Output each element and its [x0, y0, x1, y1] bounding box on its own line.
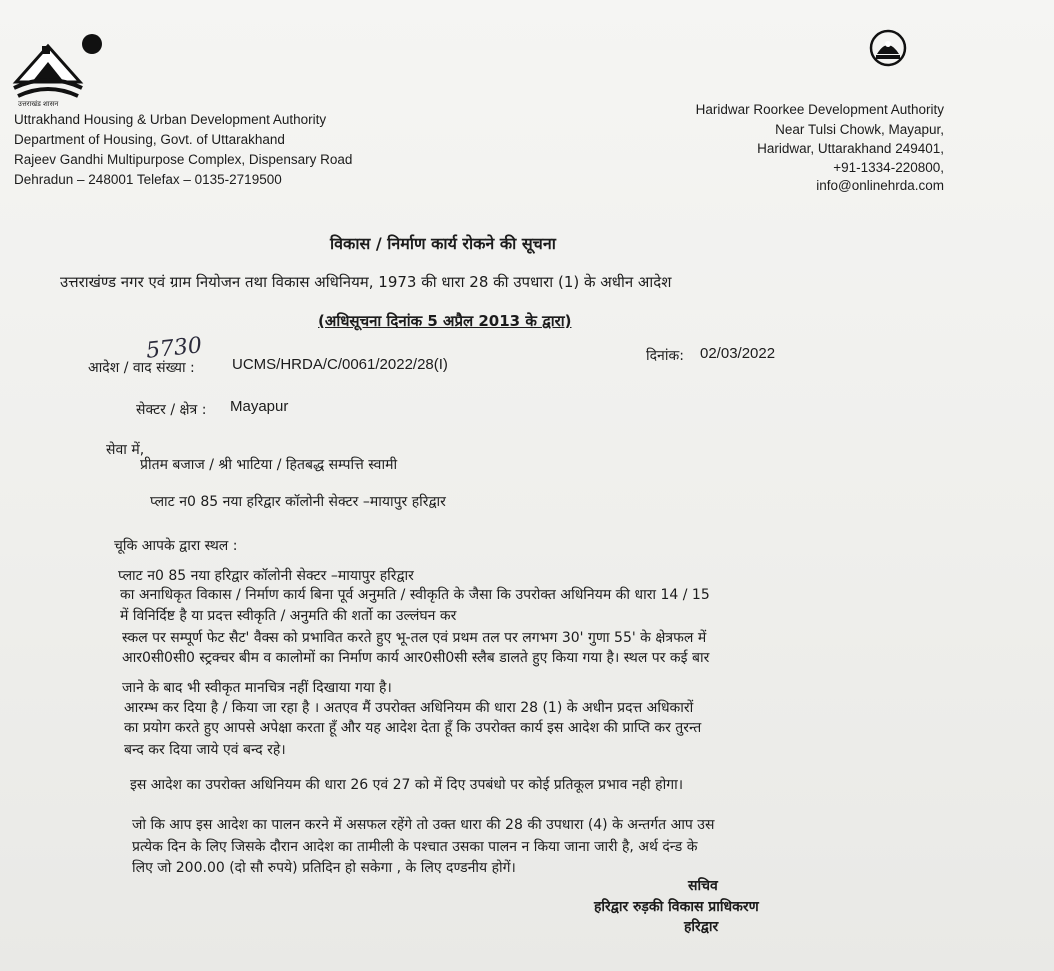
signature-authority: हरिद्वार रुड़की विकास प्राधिकरण: [594, 899, 759, 915]
order-date: 02/03/2022: [700, 345, 776, 362]
body-line-1: का अनाधिकृत विकास / निर्माण कार्य बिना पूर्व अनुमति / स्वीकृति के जैसा कि उपरोक्त अधिनियम की धारा 14 / 15: [120, 587, 710, 603]
recipient-address: प्लाट न0 85 नया हरिद्वार कॉलोनी सेक्टर –मायापुर हरिद्वार: [150, 494, 446, 510]
sector-label: सेक्टर / क्षेत्र :: [136, 402, 207, 418]
right-org-line2: Near Tulsi Chowk, Mayapur,: [775, 122, 944, 137]
site-address: प्लाट न0 85 नया हरिद्वार कॉलोनी सेक्टर –मायापुर हरिद्वार: [118, 568, 414, 584]
handwritten-order-number: 5730: [144, 333, 204, 364]
provision-line: इस आदेश का उपरोक्त अधिनियम की धारा 26 एवं 27 को में दिए उपबंधो पर कोई प्रतिकूल प्रभाव नही होगा।: [130, 777, 684, 793]
body-line-4: आर0सी0सी0 स्ट्रक्चर बीम व कालोमों का निर्माण कार्य आर0सी0सी स्लैब डालते हुए किया गया है। स्थल पर कई बार: [122, 650, 710, 666]
body-line-8: बन्द कर दिया जाये एवं बन्द रहे।: [124, 742, 286, 758]
right-org-email: info@onlinehrda.com: [816, 178, 944, 193]
right-org-line1: Haridwar Roorkee Development Authority: [695, 102, 944, 117]
document-subtitle: उत्तराखंण्ड नगर एवं ग्राम नियोजन तथा विकास अधिनियम, 1973 की धारा 28 की उपधारा (1) के अधीन आदेश: [60, 273, 672, 291]
penalty-line-2: प्रत्येक दिन के लिए जिसके दौरान आदेश का तामीली के पश्चात उसका पालन न किया जाना जारी है, अर्थ दंन्ड के: [132, 839, 698, 855]
left-org-line4: Dehradun – 248001 Telefax – 0135-2719500: [14, 172, 282, 187]
body-line-7: का प्रयोग करते हुए आपसे अपेक्षा करता हूँ और यह आदेश देता हूँ कि उपरोक्त कार्य इस आदेश की प्राप्ति कर तुरन्त: [124, 720, 702, 736]
penalty-line-1: जो कि आप इस आदेश का पालन करने में असफल रहेंगे तो उक्त धारा की 28 की उपधारा (4) के अन्तर्गत आप उस: [132, 817, 715, 833]
recipient-name: प्रीतम बजाज / श्री भाटिया / हितबद्ध सम्पत्ति स्वामी: [140, 457, 398, 473]
hrda-logo-icon: [868, 28, 908, 68]
date-label: दिनांक:: [646, 348, 684, 364]
signature-place: हरिद्वार: [684, 919, 719, 935]
right-org-line4: +91-1334-220800,: [833, 160, 944, 175]
order-number: UCMS/HRDA/C/0061/2022/28(I): [232, 356, 448, 373]
sector-value: Mayapur: [230, 398, 289, 415]
left-org-line1: Uttrakhand Housing & Urban Development Authority: [14, 112, 327, 127]
document-title: विकास / निर्माण कार्य रोकने की सूचना: [330, 234, 556, 253]
body-line-3: स्कल पर सम्पूर्ण फेट सैट' वैक्स को प्रभावित करते हुए भू-तल एवं प्रथम तल पर लगभग 30' गुणा 55' के क्षेत्रफल में: [122, 630, 707, 646]
left-org-line2: Department of Housing, Govt. of Uttarakhand: [14, 132, 285, 147]
notification-reference: (अधिसूचना दिनांक 5 अप्रैल 2013 के द्वारा): [318, 312, 572, 330]
order-label: आदेश / वाद संख्या :: [88, 360, 195, 376]
right-org-line3: Haridwar, Uttarakhand 249401,: [757, 141, 944, 156]
emblem-caption: उत्तराखंड शासन: [18, 100, 59, 108]
recipient-salutation: सेवा में,: [106, 442, 145, 458]
body-line-6: आरम्भ कर दिया है / किया जा रहा है । अतएव मैं उपरोक्त अधिनियम की धारा 28 (1) के अधीन प्रदत्त अधिकारों: [124, 700, 694, 716]
penalty-line-3: लिए जो 200.00 (दो सौ रुपये) प्रतिदिन हो सकेगा , के लिए दण्डनीय होगें।: [132, 860, 516, 876]
body-line-5: जाने के बाद भी स्वीकृत मानचित्र नहीं दिखाया गया है।: [122, 680, 392, 696]
body-line-2: में विनिर्दिष्ट है या प्रदत्त स्वीकृति / अनुमति की शर्तो का उल्लंघन कर: [120, 608, 457, 624]
signature-designation: सचिव: [688, 878, 718, 894]
left-org-line3: Rajeev Gandhi Multipurpose Complex, Dispensary Road: [14, 152, 353, 167]
site-intro: चूकि आपके द्वारा स्थल :: [114, 538, 238, 554]
